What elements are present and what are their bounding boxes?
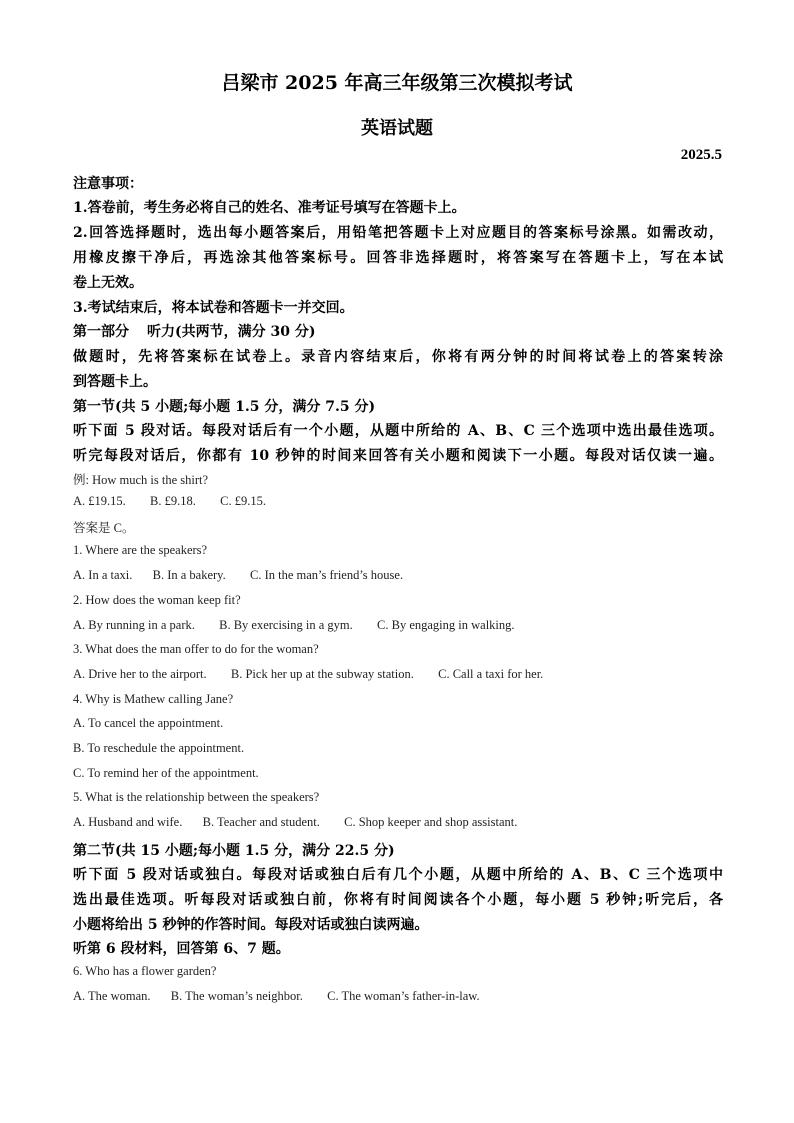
part1-intro-line-1: 做题时，先将答案标在试卷上。录音内容结束后，你将有两分钟的时间将试卷上的答案转涂	[73, 349, 723, 365]
question-5-option-a: A. Husband and wife.	[73, 815, 183, 829]
question-1-option-c: C. In the man’s friend’s house.	[249, 568, 404, 582]
question-3-option-a: A. Drive her to the airport.	[73, 667, 207, 681]
question-2-option-a: A. By running in a park.	[73, 618, 195, 632]
section1-instruction-line-2: 听完每段对话后，你都有 10 秒钟的时间来回答有关小题和阅读下一小题。每段对话仅读一遍。	[73, 448, 723, 464]
question-3: 3. What does the man offer to do for the woman?	[73, 642, 319, 656]
example-option-b: B. £9.18.	[150, 494, 196, 508]
example-answer: 答案是 C。	[73, 521, 135, 535]
question-2-options	[73, 618, 723, 633]
question-2: 2. How does the woman keep fit?	[73, 593, 241, 607]
question-6-options	[73, 989, 723, 1004]
question-6: 6. Who has a flower garden?	[73, 964, 217, 978]
note-item-2-line-2: 用橡皮擦干净后，再选涂其他答案标号。回答非选择题时，将答案写在答题卡上，写在本试	[73, 250, 723, 266]
question-4-option-c: C. To remind her of the appointment.	[73, 766, 259, 780]
section2-instruction-line-2: 选出最佳选项。听每段对话或独白前，你将有时间阅读各个小题，每小题 5 秒钟;听完后，各	[73, 892, 723, 908]
example-option-a: A. £19.15.	[73, 494, 126, 508]
question-5-options	[73, 815, 723, 830]
section2-heading: 第二节(共 15 小题;每小题 1.5 分，满分 22.5 分)	[73, 843, 395, 859]
material-6-heading: 听第 6 段材料，回答第 6、7 题。	[73, 941, 290, 957]
note-item-2-line-1: 2.回答选择题时，选出每小题答案后，用铅笔把答题卡上对应题目的答案标号涂黑。如需改动，	[73, 225, 723, 241]
question-1: 1. Where are the speakers?	[73, 543, 208, 557]
notes-heading: 注意事项：	[73, 176, 143, 192]
part1-heading	[73, 321, 723, 341]
part1-heading-score: 听力(共两节，满分 30 分)	[147, 324, 316, 340]
question-5: 5. What is the relationship between the speakers?	[73, 790, 320, 804]
section1-instruction-line-1: 听下面 5 段对话。每段对话后有一个小题，从题中所给的 A、B、C 三个选项中选出最佳选项。	[73, 423, 723, 439]
note-item-3: 3.考试结束后，将本试卷和答题卡一并交回。	[73, 300, 354, 316]
question-3-option-c: C. Call a taxi for her.	[438, 667, 544, 681]
section2-instruction-line-1: 听下面 5 段对话或独白。每段对话或独白后有几个小题，从题中所给的 A、B、C 三个选项中	[73, 867, 723, 883]
question-2-option-b: B. By exercising in a gym.	[219, 618, 353, 632]
section2-instruction-line-3: 小题将给出 5 秒钟的作答时间。每段对话或独白读两遍。	[73, 917, 429, 933]
subject-title: 英语试题	[361, 118, 433, 139]
question-4: 4. Why is Mathew calling Jane?	[73, 692, 234, 706]
question-3-options	[73, 667, 723, 682]
example-option-c: C. £9.15.	[220, 494, 266, 508]
question-6-option-a: A. The woman.	[73, 989, 151, 1003]
question-6-option-c: C. The woman’s father-in-law.	[327, 989, 480, 1003]
part1-intro-line-2: 到答题卡上。	[73, 374, 157, 390]
question-4-option-b: B. To reschedule the appointment.	[73, 741, 245, 755]
example-options	[73, 494, 723, 509]
question-5-option-c: C. Shop keeper and shop assistant.	[344, 815, 518, 829]
note-item-1: 1.答卷前，考生务必将自己的姓名、准考证号填写在答题卡上。	[73, 200, 466, 216]
question-2-option-c: C. By engaging in walking.	[377, 618, 515, 632]
question-1-options	[73, 568, 723, 583]
question-6-option-b: B. The woman’s neighbor.	[170, 989, 303, 1003]
question-1-option-a: A. In a taxi.	[73, 568, 133, 582]
part1-heading-label: 第一部分	[73, 324, 129, 340]
question-3-option-b: B. Pick her up at the subway station.	[230, 667, 414, 681]
note-item-2-line-3: 卷上无效。	[73, 275, 143, 291]
example-question: 例: How much is the shirt?	[73, 473, 209, 487]
section1-heading: 第一节(共 5 小题;每小题 1.5 分，满分 7.5 分)	[73, 399, 376, 415]
question-5-option-b: B. Teacher and student.	[202, 815, 320, 829]
exam-title: 吕梁市 2025 年高三年级第三次模拟考试	[221, 72, 573, 94]
exam-date: 2025.5	[680, 147, 722, 163]
question-1-option-b: B. In a bakery.	[152, 568, 226, 582]
question-4-option-a: A. To cancel the appointment.	[73, 716, 224, 730]
